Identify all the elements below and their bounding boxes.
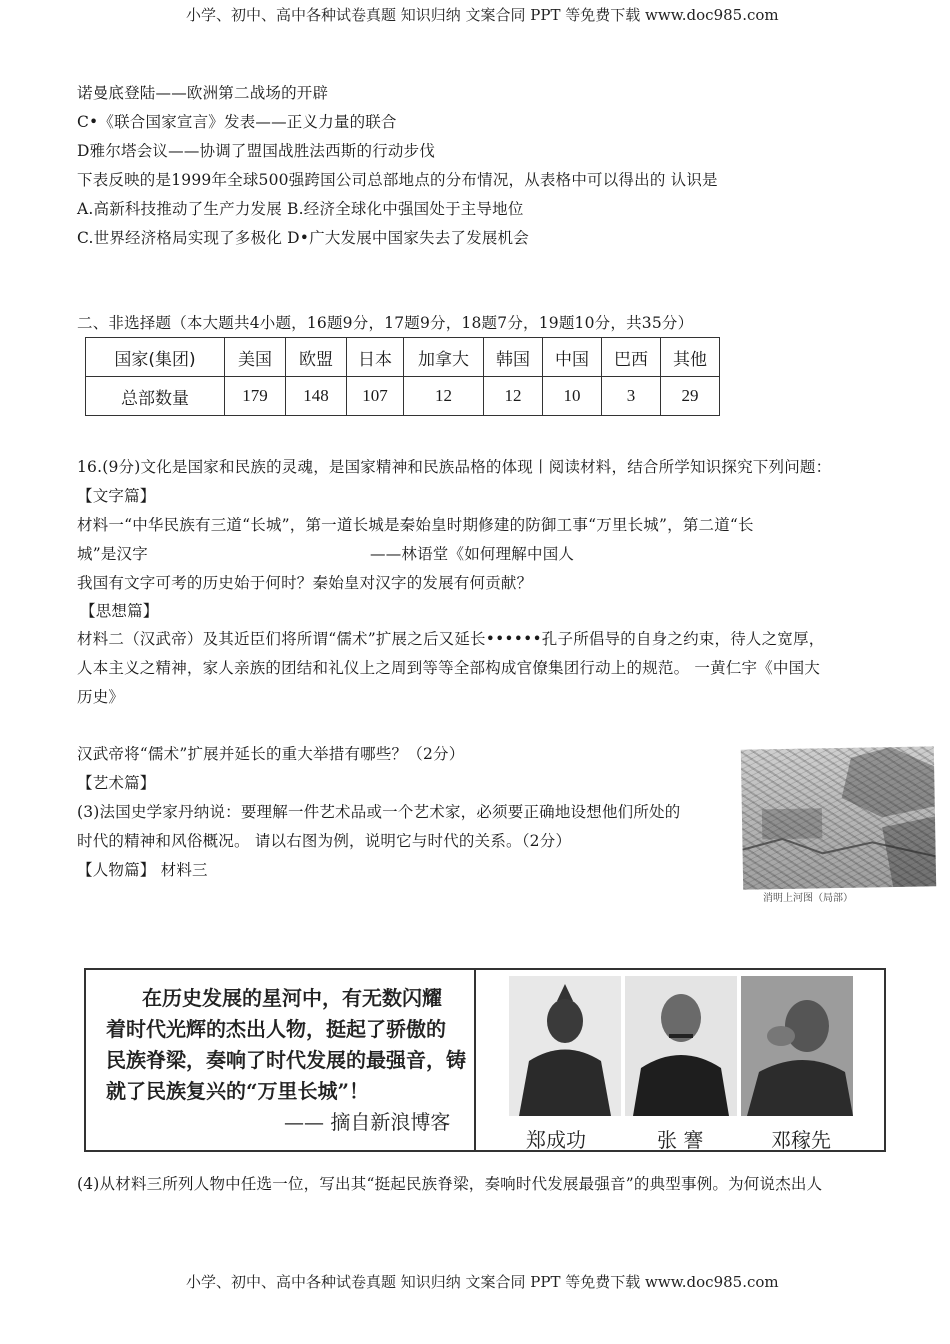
table-header-cell: 美国 [225, 338, 286, 377]
material3-line: 就了民族复兴的“万里长城”！ [106, 1079, 370, 1103]
material-text: 城”是汉字 [77, 545, 148, 563]
table-row-label: 总部数量 [86, 377, 225, 416]
material-source: ——林语堂《如何理解中国人 [370, 545, 575, 563]
table-cell: 29 [661, 377, 720, 416]
table-cell: 12 [404, 377, 484, 416]
hq-table [85, 337, 720, 416]
table-row [86, 377, 720, 416]
material3-line: 在历史发展的星河中，有无数闪耀 [142, 986, 442, 1010]
painting-caption: 消明上河图（局部） [763, 893, 853, 904]
table-header-cell: 日本 [347, 338, 404, 377]
mc-option: C.世界经济格局实现了多极化 D•广大发展中国家失去了发展机会 [77, 229, 529, 247]
mc-question: 下表反映的是1999年全球500强跨国公司总部地点的分布情况，从表格中可以得出的 认识是 [77, 171, 718, 189]
question-text: (4)从材料三所列人物中任选一位，写出其“挺起民族脊梁，奏响时代发展最强音”的典型事例。为何说杰出人 [77, 1175, 823, 1193]
material3-line: 民族脊梁，奏响了时代发展的最强音，铸 [106, 1048, 466, 1072]
section-heading: 【人物篇】 材料三 [77, 861, 208, 879]
figure-name: 郑成功 [526, 1128, 586, 1152]
mc-option: A.高新科技推动了生产力发展 B.经济全球化中强国处于主导地位 [77, 200, 524, 218]
table-header-cell: 中国 [543, 338, 602, 377]
table-header-cell: 韩国 [484, 338, 543, 377]
table-cell: 3 [602, 377, 661, 416]
figure-name: 邓稼先 [771, 1128, 831, 1152]
material3-line: 着时代光辉的杰出人物，挺起了骄傲的 [106, 1017, 446, 1041]
portrait-deng-jiaxian [741, 976, 853, 1116]
figure-name: 张 謇 [657, 1128, 704, 1152]
table-row [86, 338, 720, 377]
table-header-cell: 欧盟 [286, 338, 347, 377]
question-text: 时代的精神和风俗概况。 请以右图为例，说明它与时代的关系。（2分） [77, 832, 572, 850]
question-text: 我国有文字可考的历史始于何时？秦始皇对汉字的发展有何贡献？ [77, 574, 533, 592]
mc-line: C•《联合国家宣言》发表——正义力量的联合 [77, 113, 397, 131]
table-header-cell: 巴西 [602, 338, 661, 377]
question-text: 汉武帝将“儒术”扩展并延长的重大举措有哪些？（2分） [77, 745, 465, 763]
page-header: 小学、初中、高中各种试卷真题 知识归纳 文案合同 PPT 等免费下载 www.doc985.com [186, 6, 779, 24]
man-portrait-icon [741, 976, 853, 1116]
mc-line: 诺曼底登陆——欧洲第二战场的开辟 [77, 84, 329, 102]
table-header-cell: 其他 [661, 338, 720, 377]
painting-sketch-icon [741, 746, 936, 889]
page-footer: 小学、初中、高中各种试卷真题 知识归纳 文案合同 PPT 等免费下载 www.doc985.com [186, 1273, 779, 1291]
table-cell: 107 [347, 377, 404, 416]
material3-text [106, 983, 466, 1138]
section-title: 二、非选择题（本大题共4小题，16题9分，17题9分，18题7分，19题10分，共35分） [77, 314, 694, 332]
portrait-zhang-jian [625, 976, 737, 1116]
question-text: (3)法国史学家丹纳说：要理解一件艺术品或一个艺术家，必须要正确地设想他们所处的 [77, 803, 681, 821]
material-text: 材料一“中华民族有三道“长城”，第一道长城是秦始皇时期修建的防御工事“万里长城”，第二道“长 [77, 516, 754, 534]
mc-line: D雅尔塔会议——协调了盟国战胜法西斯的行动步伐 [77, 142, 436, 160]
table-header-cell: 加拿大 [404, 338, 484, 377]
statue-portrait-icon [509, 976, 621, 1116]
portrait-zheng-chenggong [509, 976, 621, 1116]
table-header-cell: 国家(集团) [86, 338, 225, 377]
material-text: 材料二（汉武帝）及其近臣们将所谓“儒术”扩展之后又延长••••••孔子所倡导的自身之约束，待人之宽厚， [77, 630, 825, 648]
man-portrait-icon [625, 976, 737, 1116]
table-cell: 12 [484, 377, 543, 416]
table-cell: 10 [543, 377, 602, 416]
qingming-painting-image [741, 746, 936, 889]
section-heading: 【思想篇】 [80, 602, 159, 620]
table-cell: 148 [286, 377, 347, 416]
table-cell: 179 [225, 377, 286, 416]
section-heading: 【文字篇】 [77, 487, 156, 505]
section-heading: 【艺术篇】 [77, 774, 156, 792]
material3-source: —— 摘自新浪博客 [284, 1110, 451, 1134]
material-text: 人本主义之精神，家人亲族的团结和礼仪上之周到等等全部构成官僚集团行动上的规范。 一黄仁宇《中国大 [77, 659, 821, 677]
question-intro: 16.(9分)文化是国家和民族的灵魂，是国家精神和民族品格的体现丨阅读材料，结合所学知识探究下列问题： [77, 458, 832, 476]
material3-divider [474, 968, 476, 1152]
material-text: 历史》 [77, 688, 125, 706]
